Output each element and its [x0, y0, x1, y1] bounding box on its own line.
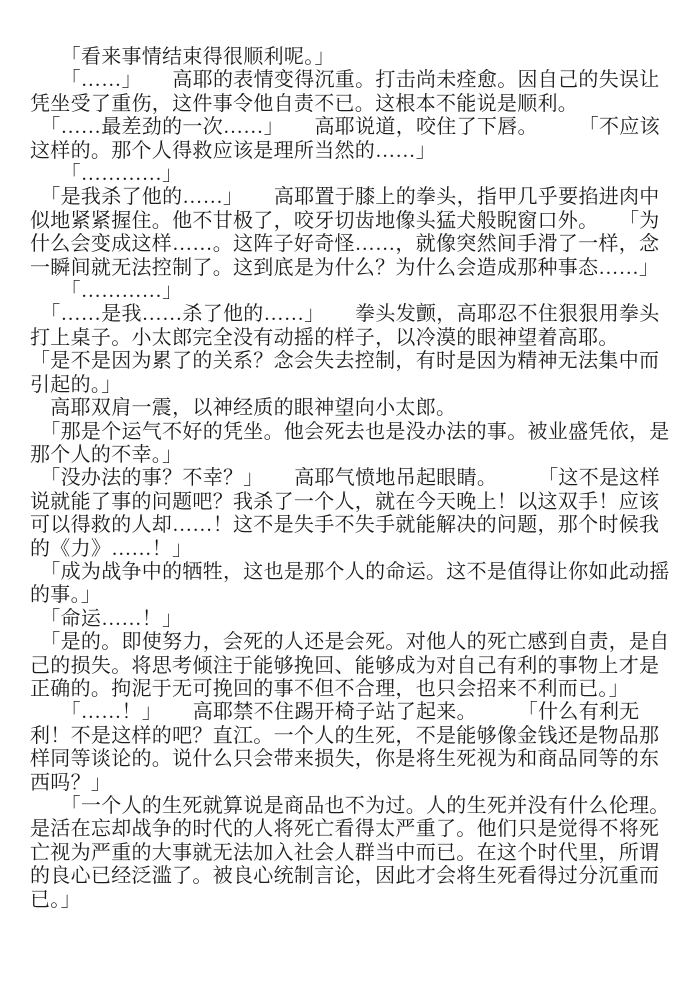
- paragraph: 「成为战争中的牺牲，这也是那个人的命运。这不是值得让你如此动摇的事。」: [30, 560, 670, 607]
- paragraph: 「一个人的生死就算说是商品也不为过。人的生死并没有什么伦理。是活在忘却战争的时代的人将死亡看得太严重了。他们只是觉得不将死亡视为严重的大事就无法加入社会人群当中而已。在这个时代里，所谓的良心已经泛滥了。被良心统制言论，因此才会将生死看得过分沉重而已。」: [30, 795, 670, 911]
- paragraph: 「是的。即使努力，会死的人还是会死。对他人的死亡感到自责，是自己的损失。将思考倾注于能够挽回、能够成为对自己有利的事物上才是正确的。拘泥于无可挽回的事不但不合理，也只会招来不利而已。」: [30, 631, 670, 700]
- paragraph: 「没办法的事？不幸？」 高耶气愤地吊起眼睛。 「这不是这样说就能了事的问题吧？我杀了一个人，就在今天晚上！以这双手！应该可以得救的人却……！这不是失手不失手就能解决的问题，那个时候我的《力》……！」: [30, 467, 660, 560]
- paragraph: 「……！」 高耶禁不住踢开椅子站了起来。 「什么有利无利！不是这样的吧？直江。一个人的生死，不是能够像金钱还是物品那样同等谈论的。说什么只会带来损失，你是将生死视为和商品同等的东西吗？」: [30, 701, 660, 794]
- paragraph: 「……是我……杀了他的……」 拳头发颤，高耶忍不住狠狠用拳头打上桌子。小太郎完全没有动摇的样子，以冷漠的眼神望着高耶。 「是不是因为累了的关系？念会失去控制，有时是因为精神无法集中而引起的。」: [30, 303, 660, 396]
- paragraph: 高耶双肩一震，以神经质的眼神望向小太郎。: [30, 397, 457, 420]
- paragraph: 「看来事情结束得很顺利呢。」: [30, 46, 335, 68]
- paragraph: 「是我杀了他的……」 高耶置于膝上的拳头，指甲几乎要掐进肉中似地紧紧握住。他不甘极了，咬牙切齿地像头猛犬般睨窗口外。 「为什么会变成这样……。这阵子好奇怪……，就像突然间手滑了一样，念一瞬间就无法控制了。这到底是为什么？为什么会造成那种事态……」: [30, 186, 660, 279]
- text-block: [30, 46, 672, 912]
- paragraph: 「…………」: [30, 163, 183, 186]
- paragraph: 「……」 高耶的表情变得沉重。打击尚未痊愈。因自己的失误让凭坐受了重伤，这件事令他自责不已。这根本不能说是顺利。: [30, 69, 660, 115]
- paragraph: 「…………」: [30, 280, 183, 303]
- paragraph: 「那是个运气不好的凭坐。他会死去也是没办法的事。被业盛凭依，是那个人的不幸。」: [30, 420, 670, 466]
- paragraph: 「……最差劲的一次……」 高耶说道，咬住了下唇。 「不应该这样的。那个人得救应该是理所当然的……」: [30, 116, 660, 162]
- paragraph: 「命运……！」: [30, 607, 183, 630]
